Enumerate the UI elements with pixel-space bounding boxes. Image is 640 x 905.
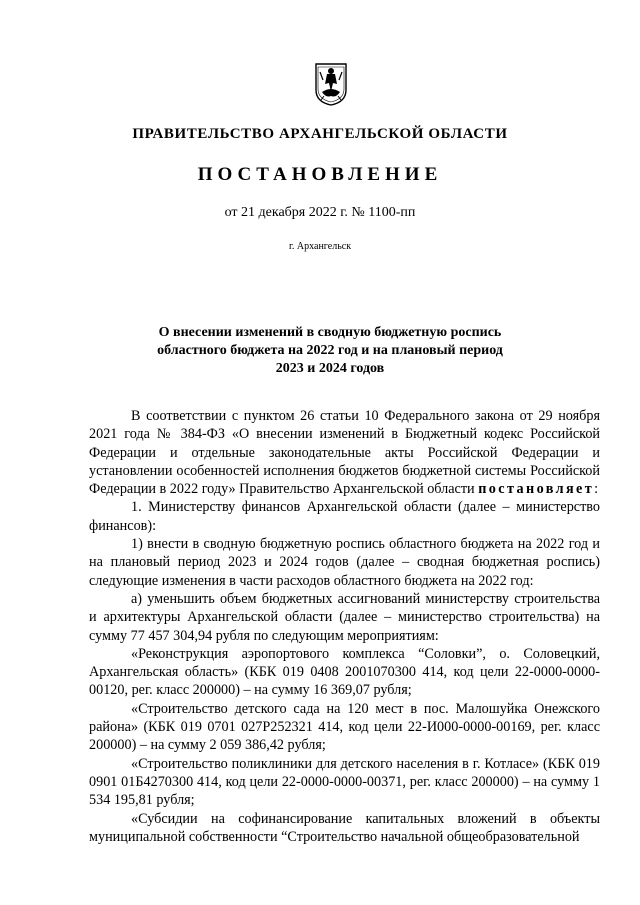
paragraph: 1) внести в сводную бюджетную роспись областного бюджета на 2022 год и на плановый период 2023 и 2024 годов (далее – сводная бюджетная роспись) следующие изменения в части расходов областного бюджета на 2022 год: (89, 536, 600, 589)
paragraph: 1. Министерству финансов Архангельской области (далее – министерство финансов): (89, 499, 600, 534)
paragraph: «Реконструкция аэропортового комплекса “Соловки”, о. Соловецкий, Архангельская область» (КБК 019 0408 2001070300 414, код цели 22-0000-0000-00120, рег. класс 200000) – на сумму 16 369,07 рубля; (89, 645, 600, 699)
paragraph: «Строительство детского сада на 120 мест в пос. Малошуйка Онежского района» (КБК 019 0701 027P252321 414, код цели 22-И000-0000-00169, рег. класс 200000) – на сумму 2 059 386,42 рубля; (89, 700, 600, 754)
paragraph: «Строительство поликлиники для детского населения в г. Котласе» (КБК 019 0901 01Б4270300 414, код цели 22-0000-0000-00371, рег. класс 200000) – на сумму 1 534 195,81 рубля; (89, 755, 600, 809)
decree-date-number: от 21 декабря 2022 г. № 1100-пп (224, 205, 416, 220)
title-line: О внесении изменений в сводную бюджетную роспись (158, 325, 502, 340)
decree-city: г. Архангельск (288, 241, 352, 252)
government-name: ПРАВИТЕЛЬСТВО АРХАНГЕЛЬСКОЙ ОБЛАСТИ (132, 126, 508, 142)
coat-of-arms-icon (314, 62, 348, 106)
decree-title (120, 324, 540, 378)
paragraph-text: : (594, 481, 599, 498)
paragraph: «Субсидии на софинансирование капитальных вложений в объекты муниципальной собственности “Строительство начальной общеобразовательной (89, 810, 600, 845)
paragraph (89, 407, 600, 498)
decree-keyword: постановляет (478, 481, 595, 498)
title-line: 2023 и 2024 годов (275, 361, 385, 376)
decree-body (89, 407, 600, 846)
paragraph: а) уменьшить объем бюджетных ассигнований министерству строительства и архитектуры Архангельской области (далее – министерство строительства) на сумму 77 457 304,94 рубля по следующим мероприятиям: (89, 590, 600, 644)
paragraph-text: В соответствии с пунктом 26 статьи 10 Федерального закона от 29 ноября 2021 года № 384-ФЗ «О внесении изменений в Бюджетный кодекс Российской Федерации и отдельные законодательные акты Российской Федерации и установлении особенностей исполнения бюджетов бюджетной системы Российской Федерации в 2022 году» Правительство Архангельской области (89, 408, 600, 498)
document-type: ПОСТАНОВЛЕНИЕ (197, 164, 443, 185)
title-line: областного бюджета на 2022 год и на плановый период (157, 343, 503, 358)
